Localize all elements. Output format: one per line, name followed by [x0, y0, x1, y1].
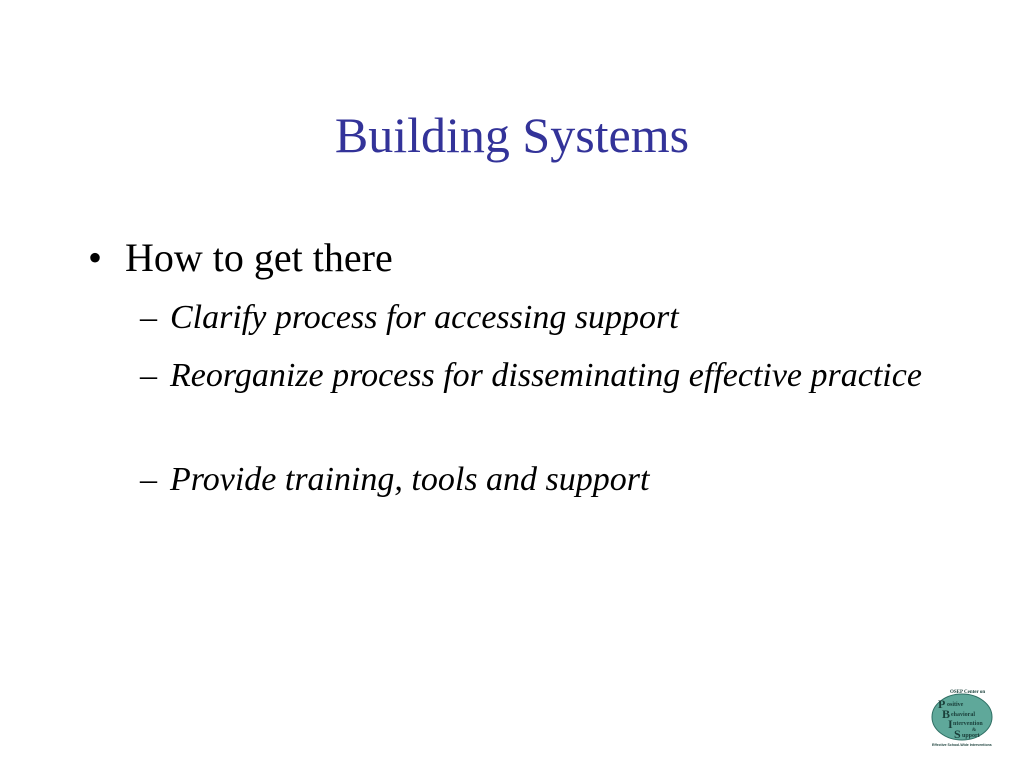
svg-text:P: P	[938, 697, 946, 711]
svg-text:ehavioral: ehavioral	[951, 712, 975, 718]
svg-text:Effective School-Wide Interven: Effective School-Wide Interventions	[932, 743, 992, 747]
svg-text:ntervention: ntervention	[953, 721, 983, 727]
slide-title: Building Systems	[334, 107, 690, 163]
svg-text:upport: upport	[962, 733, 980, 739]
sub-bullet-item	[140, 457, 940, 502]
sub-bullet-item	[140, 353, 940, 398]
svg-text:ositive: ositive	[947, 702, 964, 708]
sub-bullet-marker: –	[140, 299, 157, 336]
sub-bullet-item	[140, 295, 940, 340]
pbis-logo-icon	[924, 686, 1004, 748]
svg-text:&: &	[972, 728, 977, 733]
sub-bullet-marker: –	[140, 357, 157, 394]
svg-text:OSEP Center on: OSEP Center on	[950, 690, 986, 695]
sub-bullet-text: Clarify process for accessing support	[170, 299, 679, 336]
sub-bullet-text: Provide training, tools and support	[170, 461, 650, 498]
svg-text:S: S	[954, 727, 961, 741]
sub-bullet-text: Reorganize process for disseminating effective practice	[170, 357, 922, 394]
svg-text:B: B	[942, 707, 951, 721]
sub-bullet-marker: –	[140, 461, 157, 498]
bullet-text: How to get there	[125, 235, 393, 280]
bullet-marker: •	[88, 235, 103, 280]
bullet-item	[88, 234, 393, 282]
svg-text:I: I	[948, 717, 953, 731]
